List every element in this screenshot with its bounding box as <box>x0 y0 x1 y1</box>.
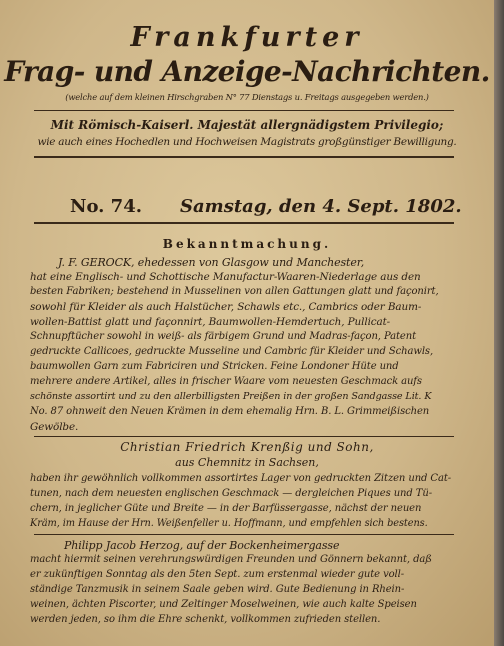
page-edge-shadow <box>494 0 504 646</box>
ad3-line: ständige Tanzmusik in seinem Saale geben wird. Gute Bedienung in Rhein- <box>30 584 405 595</box>
ad1-line: Gewölbe. <box>30 421 79 433</box>
ad1-line: besten Fabriken; bestehend in Musselinen von allen Gattungen glatt und façonirt, <box>30 286 439 297</box>
ad1-line: No. 87 ohnweit den Neuen Krämen in dem ehemalig Hrn. B. L. Grimmeißischen <box>30 406 430 417</box>
ad1-line: Schnupftücher sowohl in weiß- als färbigem Grund und Madras-façon, Patent <box>30 331 416 342</box>
section-title: Bekanntmachung. <box>162 237 332 251</box>
ad1-line: schönste assortirt und zu den allerbilligsten Preißen in der großen Sandgasse Lit. K <box>30 391 432 402</box>
ad1-line: sowohl für Kleider als auch Halstücher, Schawls etc., Cambrics oder Baum- <box>30 301 422 313</box>
ad2-heading: Christian Friedrich Krenßig und Sohn, <box>120 440 374 454</box>
ad1-line: wollen-Battist glatt und façonnirt, Baumwollen-Hemdertuch, Pullicat- <box>30 316 391 328</box>
ad-divider <box>34 436 454 437</box>
privilege-line-1: Mit Römisch-Kaiserl. Majestät allergnädigstem Privilegio; <box>50 118 444 132</box>
issue-date: Samstag, den 4. Sept. 1802. <box>180 196 462 217</box>
masthead-rule <box>34 110 454 111</box>
ad3-line: werden jeden, so ihm die Ehre schenkt, vollkommen zufrieden stellen. <box>30 614 381 625</box>
masthead-line-2: Frag- und Anzeige-Nachrichten. <box>4 55 490 88</box>
privilege-line-2: wie auch eines Hochedlen und Hochweisen Magistrats großgünstiger Bewilligung. <box>37 136 457 148</box>
header-rule-bottom <box>34 222 454 224</box>
ad2-subheading: aus Chemnitz in Sachsen, <box>175 456 319 469</box>
ad2-line: haben ihr gewöhnlich vollkommen assortirtes Lager von gedruckten Zitzen und Cat- <box>30 473 452 484</box>
ad1-line: J. F. GEROCK, ehedessen von Glasgow und Manchester, <box>58 256 365 269</box>
ad3-line: Philipp Jacob Herzog, auf der Bockenheimergasse <box>64 539 340 552</box>
header-rule-top <box>34 156 454 158</box>
ad3-line: macht hiermit seinen verehrungswürdigen Freunden und Gönnern bekannt, daß <box>30 554 432 565</box>
ad1-line: baumwollen Garn zum Fabriciren und Stricken. Feine Londoner Hüte und <box>30 361 399 372</box>
masthead-line-1: Frankfurter <box>130 22 364 53</box>
ad3-line: weinen, ächten Piscorter, und Zeltinger Moselweinen, wie auch kalte Speisen <box>30 599 417 610</box>
ad1-line: hat eine Englisch- und Schottische Manufactur-Waaren-Niederlage aus den <box>30 271 421 283</box>
masthead-subtitle: (welche auf dem kleinen Hirschgraben N° 77 Dienstags u. Freitags ausgegeben werden.) <box>65 92 429 102</box>
ad2-line: chern, in jeglicher Güte und Breite — in der Barfüssergasse, nächst der neuen <box>30 503 422 514</box>
ad1-line: mehrere andere Artikel, alles in frischer Waare vom neuesten Geschmack aufs <box>30 376 422 387</box>
issue-number: No. 74. <box>70 196 142 217</box>
ad-divider <box>34 534 454 535</box>
ad1-line: gedruckte Callicoes, gedruckte Musseline und Cambric für Kleider und Schawls, <box>30 346 434 357</box>
ad2-line: Kräm, im Hause der Hrn. Weißenfeller u. Hoffmann, und empfehlen sich bestens. <box>30 518 428 529</box>
ad3-line: er zukünftigen Sonntag als den 5ten Sept. zum erstenmal wieder gute voll- <box>30 569 405 580</box>
ad2-line: tunen, nach dem neuesten englischen Geschmack — dergleichen Piques und Tü- <box>30 488 432 499</box>
